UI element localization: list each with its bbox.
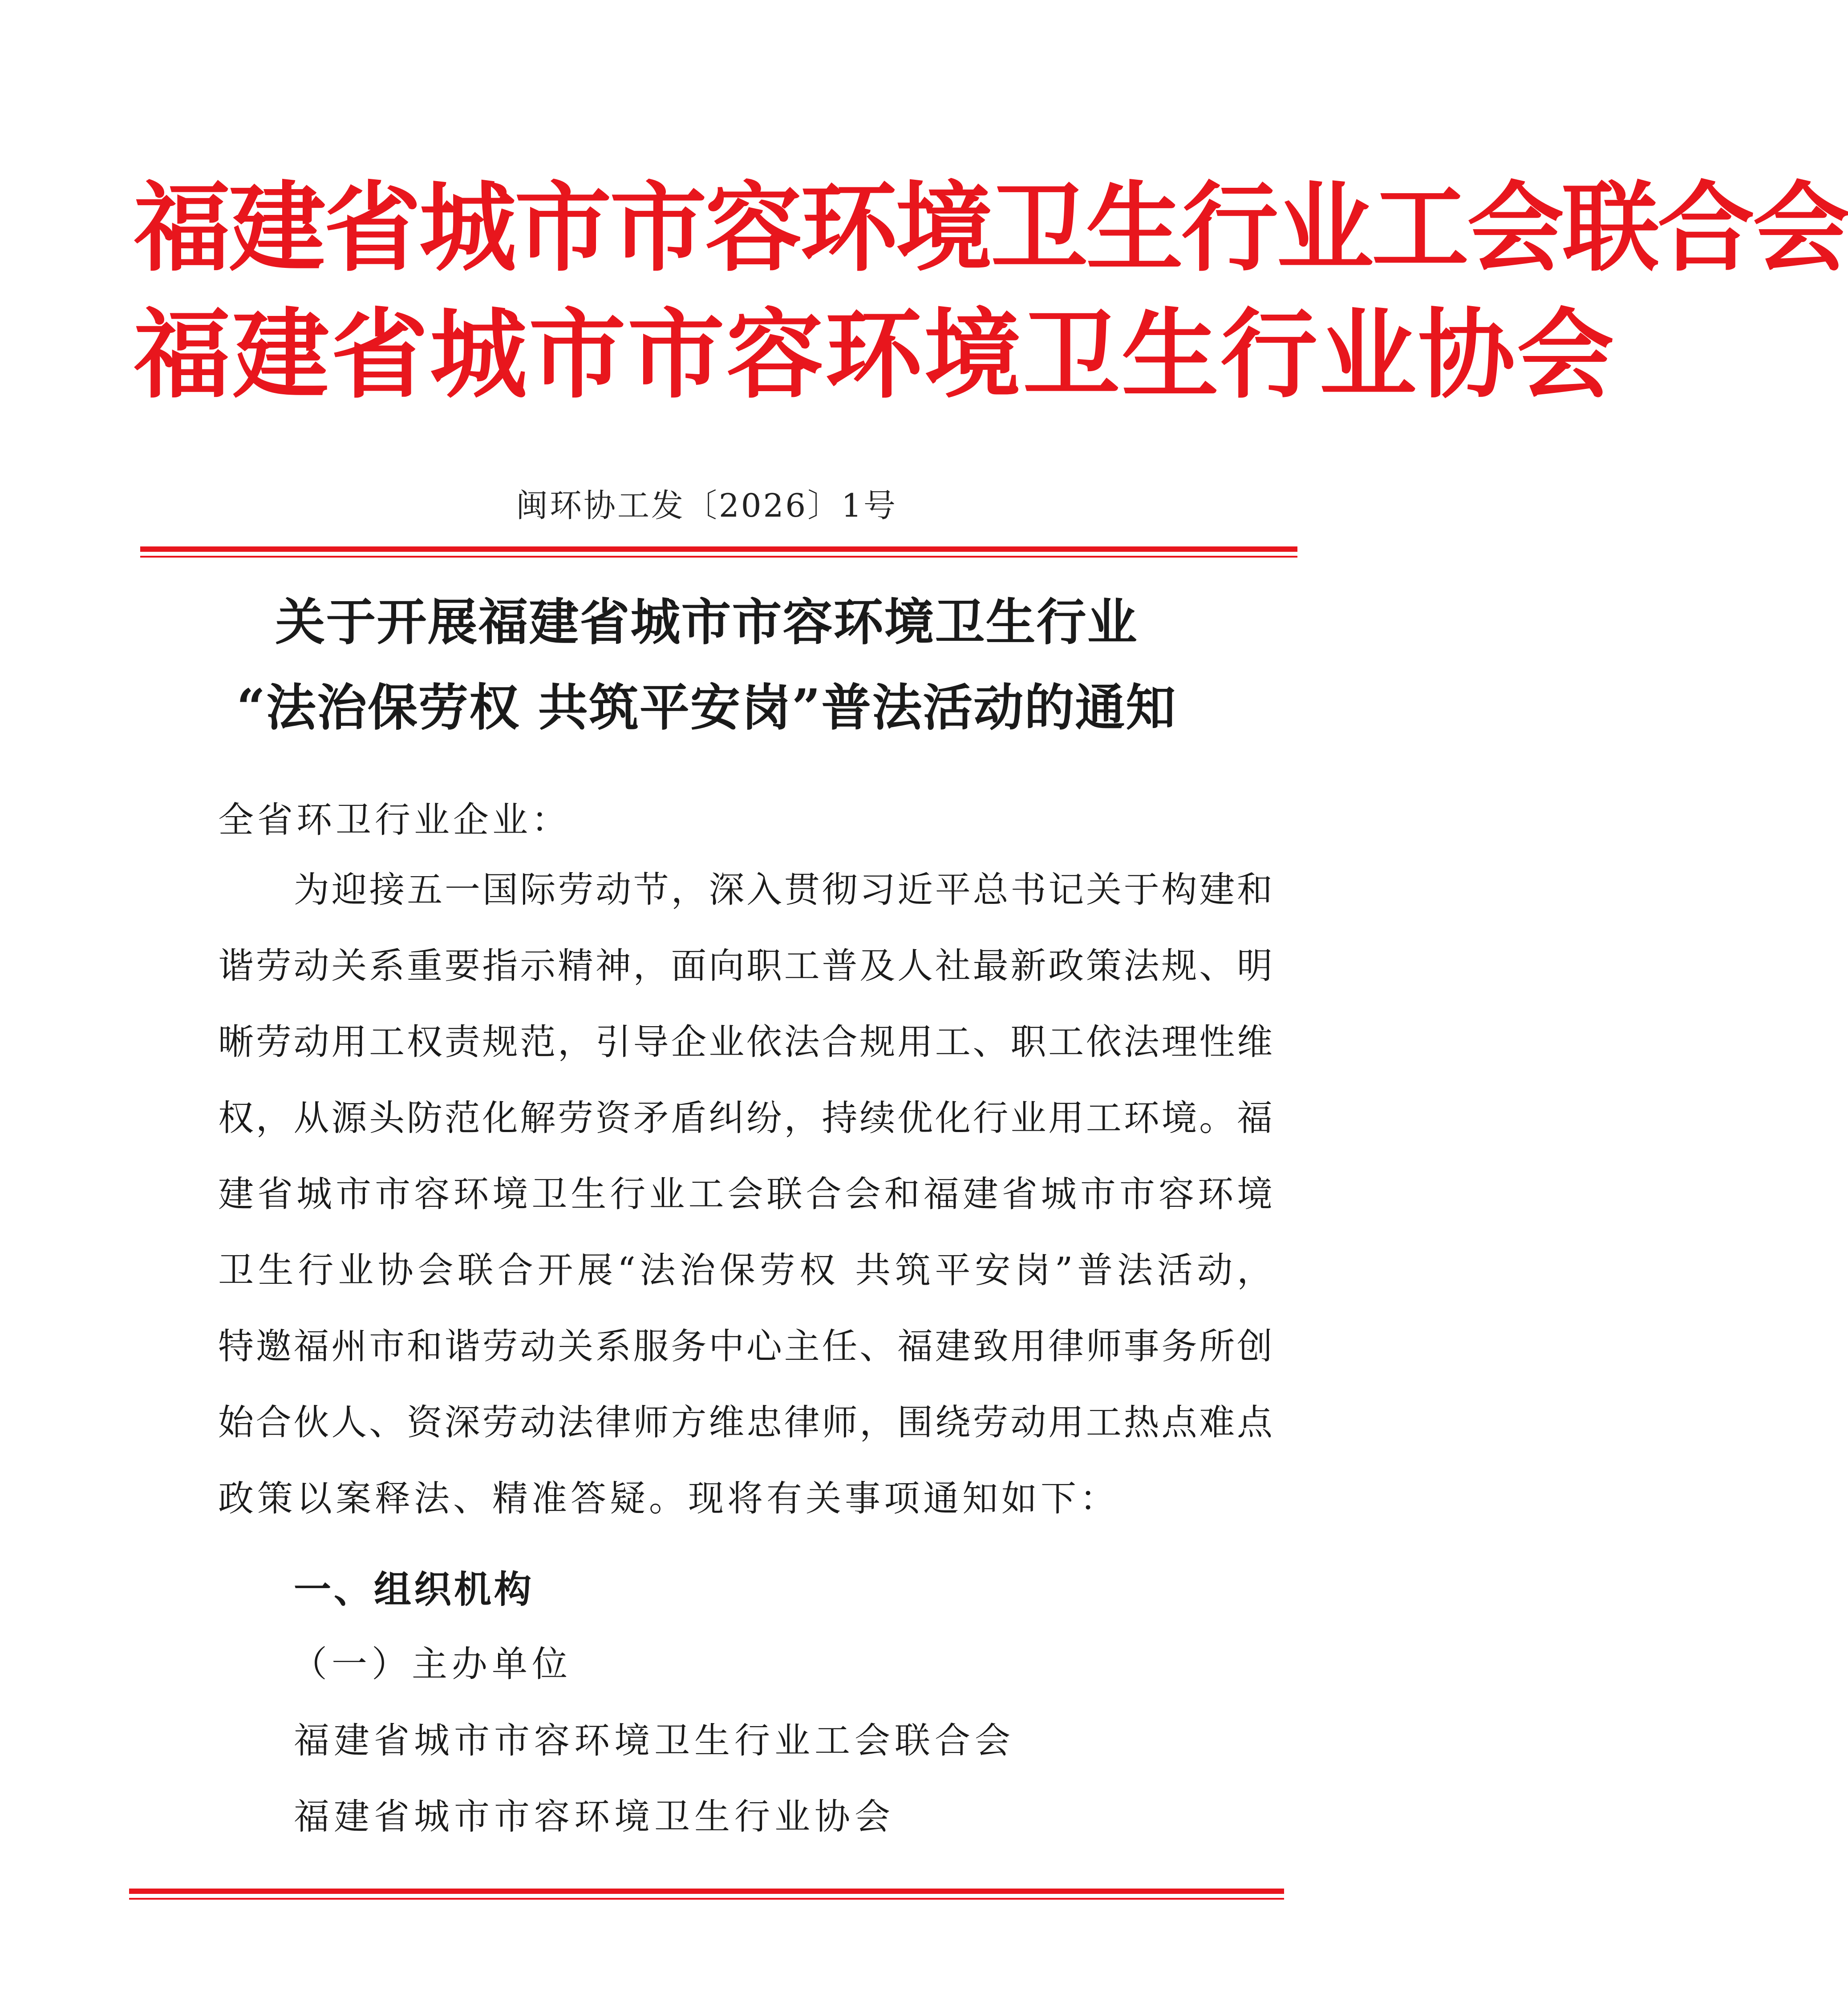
- body-line: 权，从源头防范化解劳资矛盾纠纷，持续优化行业用工环境。福: [218, 1097, 1273, 1139]
- body-line: 政策以案释法、精准答疑。现将有关事项通知如下：: [218, 1478, 1119, 1519]
- body-line: 始合伙人、资深劳动法律师方维忠律师，围绕劳动用工热点难点: [218, 1402, 1273, 1443]
- body-line: 谐劳动关系重要指示精神，面向职工普及人社最新政策法规、明: [218, 945, 1273, 987]
- header-divider: [140, 546, 1297, 558]
- document-number: 闽环协工发〔2026〕1号: [515, 487, 898, 524]
- issuer-union-name: 福建省城市市容环境卫生行业工会联合会: [134, 172, 1848, 285]
- section-heading-organization: 一、组织机构: [294, 1568, 535, 1611]
- body-line: 为迎接五一国际劳动节，深入贯彻习近平总书记关于构建和: [294, 869, 1273, 910]
- organizer-union: 福建省城市市容环境卫生行业工会联合会: [294, 1720, 1015, 1761]
- body-line: 卫生行业协会联合开展“法治保劳权 共筑平安岗”普法活动，: [218, 1250, 1273, 1291]
- organizer-association: 福建省城市市容环境卫生行业协会: [294, 1796, 895, 1837]
- subheading-organizers: （一）主办单位: [292, 1643, 572, 1685]
- body-line: 晰劳动用工权责规范，引导企业依法合规用工、职工依法理性维: [218, 1021, 1273, 1063]
- document-title-line-1: 关于开展福建省城市市容环境卫生行业: [275, 593, 1138, 651]
- body-line: 建省城市市容环境卫生行业工会联合会和福建省城市市容环境: [218, 1173, 1273, 1215]
- salutation: 全省环卫行业企业：: [218, 799, 571, 841]
- issuer-association-name: 福建省城市市容环境卫生行业协会: [134, 299, 1616, 412]
- footer-divider: [129, 1889, 1284, 1900]
- body-paragraph: [218, 869, 1273, 1557]
- body-line: 特邀福州市和谐劳动关系服务中心主任、福建致用律师事务所创: [218, 1326, 1273, 1367]
- document-title-line-2: “法治保劳权 共筑平安岗”普法活动的通知: [236, 679, 1177, 737]
